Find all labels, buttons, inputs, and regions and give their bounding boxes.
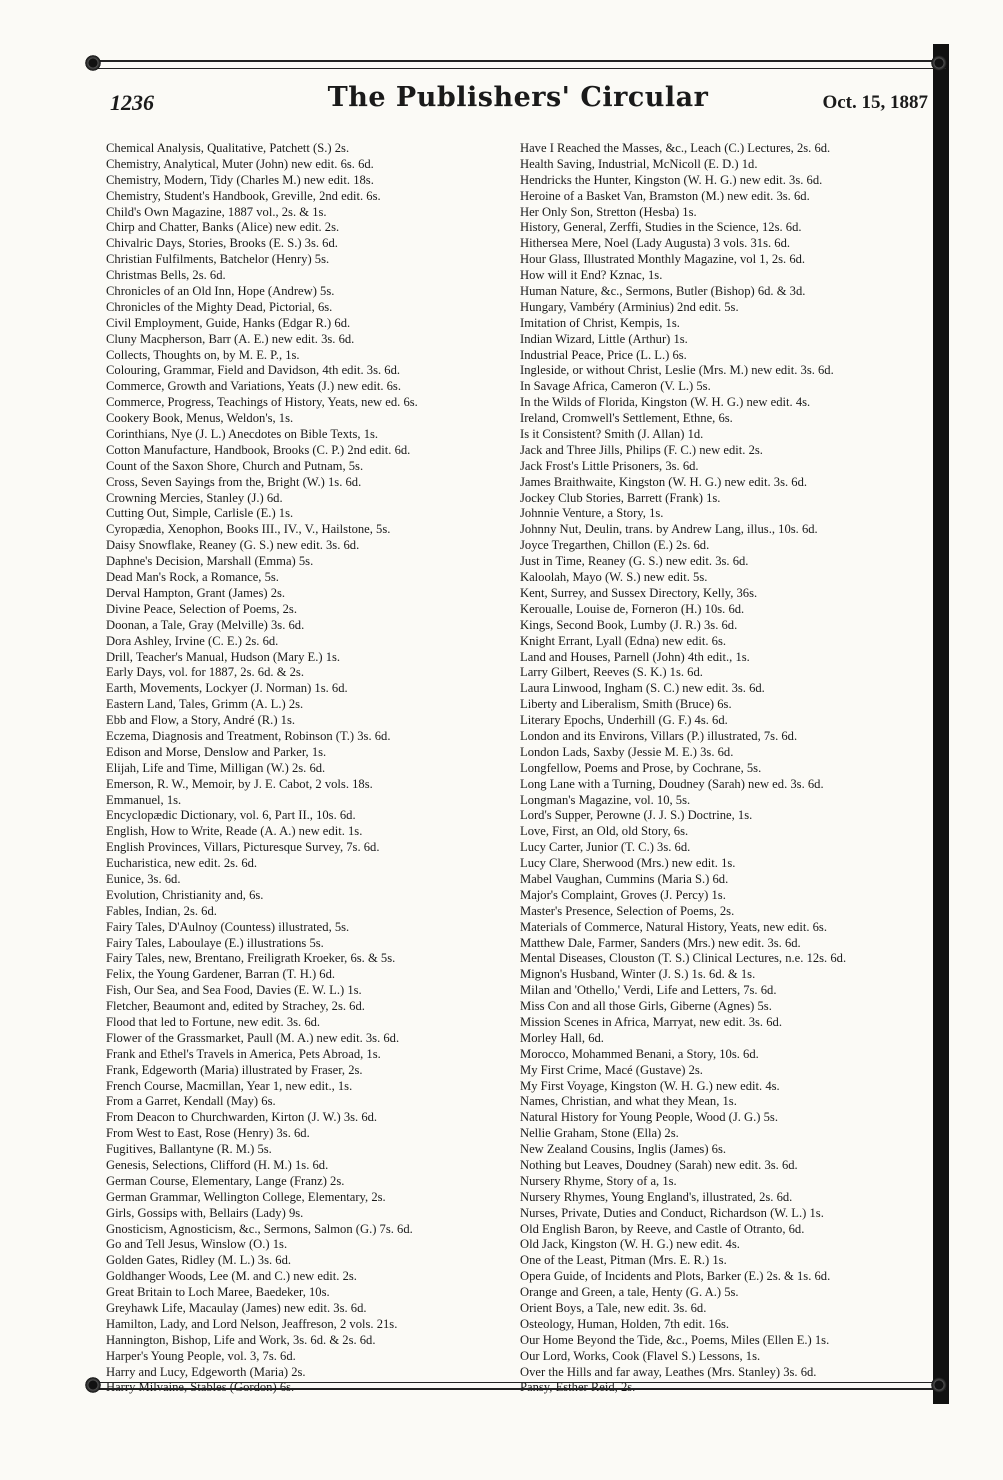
catalogue-entry: Chemistry, Analytical, Muter (John) new edit. 6s. 6d. [106,156,374,171]
catalogue-entry: Harry and Lucy, Edgeworth (Maria) 2s. [106,1364,306,1379]
catalogue-entry: Flood that led to Fortune, new edit. 3s. 6d. [106,1014,321,1029]
catalogue-entry: Lucy Clare, Sherwood (Mrs.) new edit. 1s. [520,856,736,871]
catalogue-entry: Knight Errant, Lyall (Edna) new edit. 6s. [520,633,726,648]
catalogue-entry: Land and Houses, Parnell (John) 4th edit., 1s. [520,649,750,664]
catalogue-entry: Drill, Teacher's Manual, Hudson (Mary E.) 1s. [106,649,341,664]
catalogue-entry: Greyhawk Life, Macaulay (James) new edit. 3s. 6d. [106,1301,367,1316]
catalogue-entry: In Savage Africa, Cameron (V. L.) 5s. [520,379,711,394]
catalogue-entry: Over the Hills and far away, Leathes (Mrs. Stanley) 3s. 6d. [520,1364,817,1379]
catalogue-entry: Eunice, 3s. 6d. [106,871,181,886]
catalogue-entry: Encyclopædic Dictionary, vol. 6, Part II., 10s. 6d. [106,808,356,823]
catalogue-entry: Love, First, an Old, old Story, 6s. [520,824,689,839]
issue-date: Oct. 15, 1887 [822,92,928,113]
catalogue-entry: Longman's Magazine, vol. 10, 5s. [520,792,691,807]
catalogue-entry: Felix, the Young Gardener, Barran (T. H.) 6d. [106,967,336,982]
catalogue-entry: Commerce, Growth and Variations, Yeats (J.) new edit. 6s. [106,379,401,394]
catalogue-entry: Flower of the Grassmarket, Paull (M. A.) new edit. 3s. 6d. [106,1030,400,1045]
catalogue-entry: Cookery Book, Menus, Weldon's, 1s. [106,411,294,426]
catalogue-entry: German Course, Elementary, Lange (Franz) 2s. [106,1173,345,1188]
catalogue-entry: Chronicles of an Old Inn, Hope (Andrew) 5s. [106,284,335,299]
catalogue-entry: Eczema, Diagnosis and Treatment, Robinson (T.) 3s. 6d. [106,728,391,743]
catalogue-entry: Have I Reached the Masses, &c., Leach (C.) Lectures, 2s. 6d. [520,141,831,155]
catalogue-entry: Cotton Manufacture, Handbook, Brooks (C. P.) 2nd edit. 6d. [106,442,411,457]
catalogue-entry: German Grammar, Wellington College, Elementary, 2s. [106,1189,386,1204]
catalogue-entry: One of the Least, Pitman (Mrs. E. R.) 1s. [520,1253,727,1268]
catalogue-entry: Her Only Son, Stretton (Hesba) 1s. [520,204,697,219]
catalogue-entry: Evolution, Christianity and, 6s. [106,887,264,902]
catalogue-entry: Chemistry, Modern, Tidy (Charles M.) new edit. 18s. [106,172,374,187]
catalogue-entry: Mission Scenes in Africa, Marryat, new edit. 3s. 6d. [520,1014,782,1029]
catalogue-entry: Cluny Macpherson, Barr (A. E.) new edit. 3s. 6d. [106,331,355,346]
catalogue-entry: Keroualle, Louise de, Forneron (H.) 10s. 6d. [520,601,745,616]
catalogue-entry: Hithersea Mere, Noel (Lady Augusta) 3 vols. 31s. 6d. [520,236,791,251]
corner-ornament-icon [930,1376,948,1394]
catalogue-entry: English, How to Write, Reade (A. A.) new edit. 1s. [106,824,363,839]
catalogue-entry: Dead Man's Rock, a Romance, 5s. [106,570,279,585]
catalogue-entry: Ebb and Flow, a Story, André (R.) 1s. [106,713,296,728]
catalogue-entry: Laura Linwood, Ingham (S. C.) new edit. 3s. 6d. [520,681,765,696]
catalogue-entry: Fairy Tales, D'Aulnoy (Countess) illustrated, 5s. [106,919,350,934]
catalogue-entry: Eucharistica, new edit. 2s. 6d. [106,856,258,871]
catalogue-entry: Kings, Second Book, Lumby (J. R.) 3s. 6d. [520,617,738,632]
catalogue-entry: In the Wilds of Florida, Kingston (W. H. G.) new edit. 4s. [520,395,811,410]
catalogue-entry: Imitation of Christ, Kempis, 1s. [520,315,680,330]
catalogue-entry: Orient Boys, a Tale, new edit. 3s. 6d. [520,1301,707,1316]
catalogue-entry: Miss Con and all those Girls, Giberne (Agnes) 5s. [520,999,772,1014]
catalogue-entry: Civil Employment, Guide, Hanks (Edgar R.) 6d. [106,315,351,330]
catalogue-entry: Harry Milvaine, Stables (Gordon) 6s. [106,1380,295,1395]
top-border-rule [88,60,946,69]
catalogue-entry: From a Garret, Kendall (May) 6s. [106,1094,276,1109]
catalogue-entry: Health Saving, Industrial, McNicoll (E. D.) 1d. [520,156,758,171]
catalogue-entry: Matthew Dale, Farmer, Sanders (Mrs.) new edit. 3s. 6d. [520,935,801,950]
catalogue-entry: Daisy Snowflake, Reaney (G. S.) new edit. 3s. 6d. [106,538,360,553]
catalogue-entry: From Deacon to Churchwarden, Kirton (J. W.) 3s. 6d. [106,1110,378,1125]
catalogue-entry: Genesis, Selections, Clifford (H. M.) 1s. 6d. [106,1158,329,1172]
catalogue-entry: Corinthians, Nye (J. L.) Anecdotes on Bible Texts, 1s. [106,427,379,442]
catalogue-entry: Nothing but Leaves, Doudney (Sarah) new edit. 3s. 6d. [520,1158,798,1172]
catalogue-entry: My First Crime, Macé (Gustave) 2s. [520,1062,703,1077]
catalogue-entry: Literary Epochs, Underhill (G. F.) 4s. 6d. [520,713,728,728]
catalogue-entry: Golden Gates, Ridley (M. L.) 3s. 6d. [106,1253,292,1268]
left-column-list [106,141,510,1396]
catalogue-entry: Kaloolah, Mayo (W. S.) new edit. 5s. [520,570,708,585]
catalogue-entry: Names, Christian, and what they Mean, 1s. [520,1094,737,1109]
catalogue-entry: Emerson, R. W., Memoir, by J. E. Cabot, 2 vols. 18s. [106,776,373,791]
catalogue-entry: Chirp and Chatter, Banks (Alice) new edit. 2s. [106,220,340,235]
catalogue-entry: Ireland, Cromwell's Settlement, Ethne, 6s. [520,411,733,426]
catalogue-entry: Derval Hampton, Grant (James) 2s. [106,585,286,600]
catalogue-entry: Natural History for Young People, Wood (J. G.) 5s. [520,1110,778,1125]
catalogue-entry: Christmas Bells, 2s. 6d. [106,268,226,283]
catalogue-entry: Frank and Ethel's Travels in America, Pets Abroad, 1s. [106,1046,381,1061]
catalogue-entry: Orange and Green, a tale, Henty (G. A.) 5s. [520,1285,739,1300]
catalogue-entry: Hannington, Bishop, Life and Work, 3s. 6d. & 2s. 6d. [106,1332,376,1347]
catalogue-entry: Joyce Tregarthen, Chillon (E.) 2s. 6d. [520,538,710,553]
catalogue-entry: Jack Frost's Little Prisoners, 3s. 6d. [520,458,699,473]
catalogue-entry: Longfellow, Poems and Prose, by Cochrane, 5s. [520,760,762,775]
catalogue-entry: Great Britain to Loch Maree, Baedeker, 10s. [106,1285,330,1300]
catalogue-entry: Elijah, Life and Time, Milligan (W.) 2s. 6d. [106,760,326,775]
corner-ornament-icon [930,54,948,72]
catalogue-entry: Johnnie Venture, a Story, 1s. [520,506,664,521]
catalogue-entry: Old English Baron, by Reeve, and Castle of Otranto, 6d. [520,1221,805,1236]
catalogue-entry: Eastern Land, Tales, Grimm (A. L.) 2s. [106,697,304,712]
catalogue-entry: Chemical Analysis, Qualitative, Patchett (S.) 2s. [106,141,350,155]
catalogue-entry: Nursery Rhyme, Story of a, 1s. [520,1173,677,1188]
catalogue-entry: Johnny Nut, Deulin, trans. by Andrew Lang, illus., 10s. 6d. [520,522,818,537]
catalogue-entry: Christian Fulfilments, Batchelor (Henry) 5s. [106,252,330,267]
catalogue-entry: Cross, Seven Sayings from the, Bright (W.) 1s. 6d. [106,474,362,489]
catalogue-entry: Child's Own Magazine, 1887 vol., 2s. & 1s. [106,204,327,219]
corner-ornament-icon [84,1376,102,1394]
catalogue-entry: Heroine of a Basket Van, Bramston (M.) new edit. 3s. 6d. [520,188,810,203]
catalogue-entry: Hendricks the Hunter, Kingston (W. H. G.) new edit. 3s. 6d. [520,172,823,187]
catalogue-entry: Fish, Our Sea, and Sea Food, Davies (E. W. L.) 1s. [106,983,362,998]
catalogue-entry: Indian Wizard, Little (Arthur) 1s. [520,331,688,346]
catalogue-entry: Collects, Thoughts on, by M. E. P., 1s. [106,347,300,362]
catalogue-entry: Doonan, a Tale, Gray (Melville) 3s. 6d. [106,617,305,632]
catalogue-entry: Fugitives, Ballantyne (R. M.) 5s. [106,1142,272,1157]
catalogue-entry: Cyropædia, Xenophon, Books III., IV., V., Hailstone, 5s. [106,522,391,537]
catalogue-entry: Nursery Rhymes, Young England's, illustrated, 2s. 6d. [520,1189,793,1204]
catalogue-entry: London Lads, Saxby (Jessie M. E.) 3s. 6d. [520,744,734,759]
catalogue-entry: Milan and 'Othello,' Verdi, Life and Letters, 7s. 6d. [520,983,777,998]
catalogue-entry: Mabel Vaughan, Cummins (Maria S.) 6d. [520,871,729,886]
catalogue-entry: Materials of Commerce, Natural History, Yeats, new edit. 6s. [520,919,827,934]
catalogue-entry: Hungary, Vambéry (Arminius) 2nd edit. 5s. [520,299,739,314]
catalogue-entry: Hour Glass, Illustrated Monthly Magazine, vol 1, 2s. 6d. [520,252,806,267]
catalogue-entry: Edison and Morse, Denslow and Parker, 1s. [106,744,327,759]
catalogue-entry: Goldhanger Woods, Lee (M. and C.) new edit. 2s. [106,1269,357,1284]
catalogue-entry: English Provinces, Villars, Picturesque Survey, 7s. 6d. [106,840,380,855]
catalogue-entry: Count of the Saxon Shore, Church and Putnam, 5s. [106,458,364,473]
catalogue-entry: Osteology, Human, Holden, 7th edit. 16s. [520,1316,730,1331]
catalogue-entry: Girls, Gossips with, Bellairs (Lady) 9s. [106,1205,304,1220]
catalogue-entry: Early Days, vol. for 1887, 2s. 6d. & 2s. [106,665,304,680]
catalogue-entry: French Course, Macmillan, Year 1, new edit., 1s. [106,1078,353,1093]
catalogue-entry: Is it Consistent? Smith (J. Allan) 1d. [520,427,704,442]
page-header [108,82,928,122]
catalogue-entry: Human Nature, &c., Sermons, Butler (Bishop) 6d. & 3d. [520,284,806,299]
catalogue-entry: Master's Presence, Selection of Poems, 2s. [520,903,735,918]
catalogue-entry: Major's Complaint, Groves (J. Percy) 1s. [520,887,726,902]
catalogue-entry: Lord's Supper, Perowne (J. J. S.) Doctrine, 1s. [520,808,753,823]
right-column-list [520,141,930,1396]
catalogue-entry: Liberty and Liberalism, Smith (Bruce) 6s. [520,697,732,712]
catalogue-entry: Lucy Carter, Junior (T. C.) 3s. 6d. [520,840,691,855]
catalogue-entry: Morocco, Mohammed Benani, a Story, 10s. 6d. [520,1046,759,1061]
catalogue-entry: Old Jack, Kingston (W. H. G.) new edit. 4s. [520,1237,740,1252]
catalogue-entry: Long Lane with a Turning, Doudney (Sarah) new ed. 3s. 6d. [520,776,824,791]
bottom-border-rule [88,1382,946,1390]
catalogue-entry: Just in Time, Reaney (G. S.) new edit. 3s. 6d. [520,554,749,569]
catalogue-entry: Chivalric Days, Stories, Brooks (E. S.) 3s. 6d. [106,236,338,251]
catalogue-entry: Fables, Indian, 2s. 6d. [106,903,217,918]
catalogue-entry: London and its Environs, Villars (P.) illustrated, 7s. 6d. [520,728,798,743]
catalogue-entry: My First Voyage, Kingston (W. H. G.) new edit. 4s. [520,1078,780,1093]
catalogue-entry: Fletcher, Beaumont and, edited by Strachey, 2s. 6d. [106,999,365,1014]
catalogue-entry: James Braithwaite, Kingston (W. H. G.) new edit. 3s. 6d. [520,474,808,489]
corner-ornament-icon [84,54,102,72]
page-edge-shadow [933,44,949,1404]
catalogue-entry: From West to East, Rose (Henry) 3s. 6d. [106,1126,310,1141]
catalogue-entry: Industrial Peace, Price (L. L.) 6s. [520,347,687,362]
catalogue-entry: Nellie Graham, Stone (Ella) 2s. [520,1126,679,1141]
page-title: The Publishers' Circular [327,82,709,113]
catalogue-entry: Commerce, Progress, Teachings of History, Yeats, new ed. 6s. [106,395,418,410]
catalogue-entry: Daphne's Decision, Marshall (Emma) 5s. [106,554,314,569]
catalogue-entry: Chemistry, Student's Handbook, Greville, 2nd edit. 6s. [106,188,381,203]
catalogue-entry: Frank, Edgeworth (Maria) illustrated by Fraser, 2s. [106,1062,363,1077]
catalogue-entry: Our Home Beyond the Tide, &c., Poems, Miles (Ellen E.) 1s. [520,1332,830,1347]
catalogue-entry: Emmanuel, 1s. [106,792,182,807]
catalogue-entry: Hamilton, Lady, and Lord Nelson, Jeaffreson, 2 vols. 21s. [106,1316,398,1331]
catalogue-entry: Our Lord, Works, Cook (Flavel S.) Lessons, 1s. [520,1348,761,1363]
catalogue-entry: Crowning Mercies, Stanley (J.) 6d. [106,490,283,505]
page-number: 1236 [110,90,154,115]
catalogue-entry: Jockey Club Stories, Barrett (Frank) 1s. [520,490,721,505]
catalogue-entry: Kent, Surrey, and Sussex Directory, Kelly, 36s. [520,585,758,600]
catalogue-entry: Fairy Tales, new, Brentano, Freiligrath Kroeker, 6s. & 5s. [106,951,396,966]
catalogue-entry: Cutting Out, Simple, Carlisle (E.) 1s. [106,506,294,521]
catalogue-entry: Chronicles of the Mighty Dead, Pictorial, 6s. [106,299,333,314]
catalogue-entry: Earth, Movements, Lockyer (J. Norman) 1s. 6d. [106,681,348,696]
catalogue-entry: Colouring, Grammar, Field and Davidson, 4th edit. 3s. 6d. [106,363,401,378]
catalogue-entry: History, General, Zerffi, Studies in the Science, 12s. 6d. [520,220,802,235]
catalogue-entry: Pansy, Esther Reid, 2s. [520,1380,636,1395]
catalogue-entry: Mignon's Husband, Winter (J. S.) 1s. 6d. & 1s. [520,967,756,982]
catalogue-entry: Ingleside, or without Christ, Leslie (Mrs. M.) new edit. 3s. 6d. [520,363,834,378]
catalogue-entry: Fairy Tales, Laboulaye (E.) illustrations 5s. [106,935,324,950]
catalogue-entry: Mental Diseases, Clouston (T. S.) Clinical Lectures, n.e. 12s. 6d. [520,951,847,966]
catalogue-entry: Gnosticism, Agnosticism, &c., Sermons, Salmon (G.) 7s. 6d. [106,1221,413,1236]
catalogue-entry: Dora Ashley, Irvine (C. E.) 2s. 6d. [106,633,279,648]
catalogue-entry: Opera Guide, of Incidents and Plots, Barker (E.) 2s. & 1s. 6d. [520,1269,831,1284]
catalogue-entry: Divine Peace, Selection of Poems, 2s. [106,601,297,616]
catalogue-entry: Harper's Young People, vol. 3, 7s. 6d. [106,1348,296,1363]
catalogue-entry: Go and Tell Jesus, Winslow (O.) 1s. [106,1237,288,1252]
catalogue-entry: New Zealand Cousins, Inglis (James) 6s. [520,1142,727,1157]
catalogue-entry: Morley Hall, 6d. [520,1030,604,1045]
catalogue-entry: How will it End? Kznac, 1s. [520,268,663,283]
catalogue-entry: Nurses, Private, Duties and Conduct, Richardson (W. L.) 1s. [520,1205,824,1220]
catalogue-entry: Jack and Three Jills, Philips (F. C.) new edit. 2s. [520,442,763,457]
catalogue-entry: Larry Gilbert, Reeves (S. K.) 1s. 6d. [520,665,703,680]
